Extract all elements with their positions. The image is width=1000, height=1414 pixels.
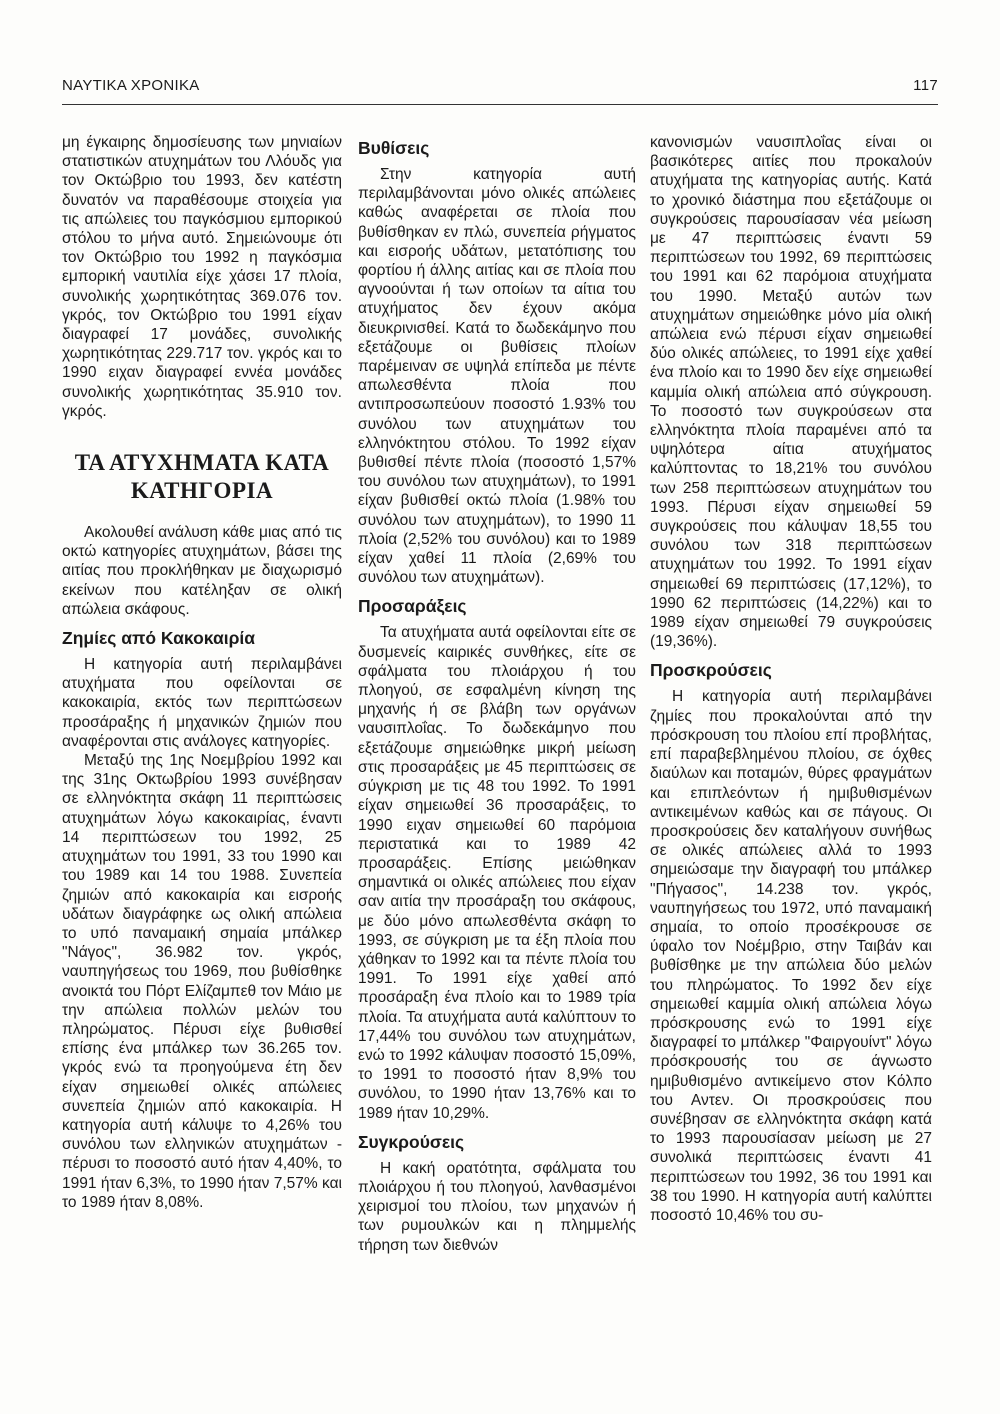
column-3	[650, 133, 932, 1225]
strikings-paragraph: Η κατηγορία αυτή περιλαμβάνει ζημίες που προκαλούνται από την πρόσκρουση του πλοίου επί προβλήτας, επί παραβεβλημένου πλοίου, σε όχθες διαύλων και ποταμών, θύρες φραγμάτων και επιπλεόντων ή ημιβυθισμένων αντικειμένων καθώς και σε πάγους. Οι προσκρούσεις δεν καταλήγουν συνήθως σε ολικές απώλειες αλλά το 1993 σημειώσαμε την διαγραφή του μπάλκερ "Πήγασος", 14.238 τον. γκρός, ναυπηγήσεως του 1972, υπό παναμαική σημαία, το οποίο προσέκρουσε σε ύφαλο τον Νοέμβριο, στην Ταιβάν και βυθίσθηκε με την απώλεια δύο μελών του πληρώματος. Το 1992 δεν είχε σημειωθεί καμμία ολική απώλεια λόγω πρόσκρουσης ενώ το 1991 είχε διαγραφεί το μπάλκερ "Φαιργουίντ" λόγω πρόσκρουσής του σε άγνωστο ημιβυθισμένο αντικείμενο στον Κόλπο του Αντεν. Οι προσκρούσεις που συνέβησαν σε ελληνόκτητα σκάφη κατά το 1993 παρουσίασαν μείωση με 27 συνολικά περιπτώσεις έναντι 41 περιπτώσεων του 1992, 36 του 1991 και 38 του 1990. Η κατηγορία αυτή καλύπτει ποσοστό 10,46% του συ-	[650, 688, 932, 1224]
weather-paragraph-1: Η κατηγορία αυτή περιλαμβάνει ατυχήματα που οφείλονται σε κακοκαιρία, εκτός των περιπτώσεων προσάραξης ή μηχανικών ζημιών που αναφέρονται στις ανάλογες κατηγορίες.	[62, 656, 342, 750]
heading-strikings: Προσκρούσεις	[650, 660, 772, 681]
column-2	[358, 133, 636, 1255]
collisions-paragraph: Η κακή ορατότητα, σφάλματα του πλοιάρχου ή του πλοηγού, λανθασμένοι χειρισμοί του πλοίου, των μηχανών ή των ρυμουλκών και η πλημμελής τήρηση των διεθνών	[358, 1159, 636, 1254]
journal-title: ΝΑΥΤΙΚΑ ΧΡΟΝΙΚΑ	[62, 77, 200, 94]
header-rule	[62, 104, 938, 105]
column-1	[62, 133, 342, 1212]
section-title-line-1: ΤΑ ΑΤΥΧΗΜΑΤΑ ΚΑΤΑ	[74, 450, 330, 476]
heading-sinkings: Βυθίσεις	[358, 138, 430, 158]
section-title-line-2: ΚΑΤΗΓΟΡΙΑ	[130, 478, 274, 504]
weather-paragraph-2: Μεταξύ της 1ης Νοεμβρίου 1992 και της 31ης Οκτωβρίου 1993 συνέβησαν σε ελληνόκτητα σκάφη 11 περιπτώσεις ατυχημάτων λόγω κακοκαιρίας, έναντι 14 περιπτώσεων του 1992, 25 ατυχημάτων του 1991, 33 του 1990 και του 1989 και 14 του 1988. Συνεπεία ζημιών από κακοκαιρία και εισροής υδάτων διαγράφηκε ως ολική απώλεια το υπό παναμαική σημαία μπάλκερ "Νάγος", 36.982 τον. γκρός, ναυπηγήσεως του 1969, που βυθίσθηκε ανοικτά του Πόρτ Ελίζαμπεθ τον Μάιο με την απώλεια πολλών μελών του πληρώματος. Πέρυσι είχε βυθισθεί επίσης ένα μπάλκερ των 36.265 τον. γκρός ενώ τα προηγούμενα έτη δεν είχαν σημειωθεί ολικές απώλειες συνεπεία ζημιών από κακοκαιρία. Η κατηγορία αυτή κάλυψε το 4,26% του συνόλου των ελληνικών ατυχημάτων - πέρυσι το ποσοστό αυτό ήταν 4,40%, το 1991 ήταν 6,3%, το 1990 ήταν 7,57% και το 1989 ήταν 8,08%.	[62, 752, 342, 1211]
intro-paragraph: μη έγκαιρης δημοσίευσης των μηνιαίων στατιστικών ατυχημάτων του Λλόυδς για τον Οκτώβριο του 1993, δεν κατέστη δυνατόν να παραθέσουμε στοιχεία για τις απώλειες του παγκόσμιου εμπορικού στόλου το μήνα αυτό. Σημειώνουμε ότι τον Οκτώβριο του 1992 η παγκόσμια εμπορική ναυτιλία είχε χάσει 17 πλοία, συνολικής χωρητικότητας 369.076 τον. γκρός, τον Οκτώβριο του 1991 είχαν διαγραφεί 17 μονάδες, συνολικής χωρητικότητας 229.717 τον. γκρός και το 1990 ειχαν διαγραφεί εννέα μονάδες συνολικής χωρητικότητας 35.910 τον. γκρός.	[62, 134, 342, 420]
running-header	[62, 68, 938, 94]
groundings-paragraph: Τα ατυχήματα αυτά οφείλονται είτε σε δυσμενείς καιρικές συνθήκες, είτε σε σφάλματα του πλοιάρχου ή του πλοηγού, σε εσφαλμένη κίνηση της μηχανής ή σε βλάβη των οργάνων ναυσιπλοΐας. Το δωδεκάμηνο που εξετάζουμε σημειώθηκε μικρή μείωση στις προσαράξεις με 45 περιπτώσεις σε σύγκριση με τις 48 του 1992. Το 1991 είχαν σημειωθεί 36 προσαράξεις, το 1990 ειχαν σημειωθεί 60 παρόμοια περιστατικά και το 1989 42 προσαράξεις. Επίσης μειώθηκαν σημαντικά οι ολικές απώλειες που είχαν σαν αιτία την προσάραξη του σκάφους, με δύο μόνο απωλεσθέντα σκάφη το 1993, σε σύγκριση με τα έξη πλοία που χάθηκαν το 1992 και τα πέντε πλοία του 1991. Το 1991 είχε χαθεί από προσάραξη ένα πλοίο και το 1989 τρία πλοία. Τα ατυχήματα αυτά καλύπτουν το 17,44% του συνόλου των ατυχημάτων, ενώ το 1992 κάλυψαν ποσοστό 15,09%, το 1991 το ποσοστό ήταν 8,9% του συνόλου, το 1990 ήταν 13,76% και το 1989 ήταν 10,29%.	[358, 624, 636, 1122]
page-number: 117	[913, 77, 938, 94]
heading-groundings: Προσαράξεις	[358, 596, 467, 617]
collisions-continued-paragraph: κανονισμών ναυσιπλοΐας είναι οι βασικότερες αιτίες που προκαλούν ατυχήματα της κατηγορίας αυτής. Κατά το χρονικό διάστημα που εξετάζουμε οι συγκρούσεις παρουσίασαν νέα μείωση με 47 περιπτώσεις έναντι 59 περιπτώσεων του 1992, 69 περιπτώσεις του 1991 και 62 παρόμοια ατυχήματα του 1990. Μεταξύ αυτών των ατυχημάτων σημειώθηκε μόνο μία ολική απώλεια ενώ πέρυσι είχαν σημειωθεί δύο ολικές απώλειες, το 1991 είχε χαθεί ένα πλοίο και το 1990 δεν είχε σημειωθεί καμμία ολική απώλεια από σύγκρουση. Το ποσοστό των συγκρούσεων στα ελληνόκτητα πλοία παραμένει από τα υψηλότερα αίτια ατυχήματος καλύπτοντας το 18,21% του συνόλου των 258 περιπτώσεων ατυχημάτων του 1993. Πέρυσι είχαν σημειωθεί 59 συγκρούσεις που κάλυψαν 18,55 του συνόλου των 318 περιπτώσεων ατυχημάτων του 1992. Το 1991 είχαν σημειωθεί 69 περιπτώσεις (17,12%), το 1990 62 περιπτώσεις (14,22%) και το 1989 είχαν σημειωθεί 79 συγκρούσεις (19,36%).	[650, 134, 932, 651]
sinkings-paragraph: Στην κατηγορία αυτή περιλαμβάνονται μόνο ολικές απώλειες καθώς αναφέρεται σε πλοία που βυθίσθηκαν εν πλώ, συνεπεία ρήγματος και εισροής υδάτων, μετατόπισης του φορτίου ή άλλης αιτίας και σε πλοία που αγνοούνται ή των οποίων τα αίτια του ατυχήματος δεν έχουν ακόμα διευκρινισθεί. Κατά το δωδεκάμηνο που εξετάζουμε οι βυθίσεις πλοίων παρέμειναν σε υψηλά επίπεδα με πέντε απωλεσθέντα πλοία που αντιπροσωπεύουν ποσοστό 1.93% του συνόλου των ατυχημάτων του ελληνόκτητου στόλου. Το 1992 είχαν βυθισθεί πέντε πλοία (ποσοστό 1,57% του συνόλου των ατυχημάτων), το 1991 είχαν βυθισθεί οκτώ πλοία (1.98% του συνόλου των ατυχημάτων), το 1990 11 πλοία (2,52% του συνόλου) και το 1989 είχαν χαθεί 11 πλοία (2,69% του συνόλου των ατυχημάτων).	[358, 166, 636, 587]
heading-weather-damage: Ζημίες από Κακοκαιρία	[62, 628, 256, 649]
lead-paragraph: Ακολουθεί ανάλυση κάθε μιας από τις οκτώ κατηγορίες ατυχημάτων, βάσει της αιτίας που προκλήθηκαν με διαχωρισμό εκείνων που κατέληξαν σε ολική απώλεια σκάφους.	[62, 524, 342, 618]
heading-collisions: Συγκρούσεις	[358, 1131, 465, 1152]
section-title	[62, 449, 342, 505]
